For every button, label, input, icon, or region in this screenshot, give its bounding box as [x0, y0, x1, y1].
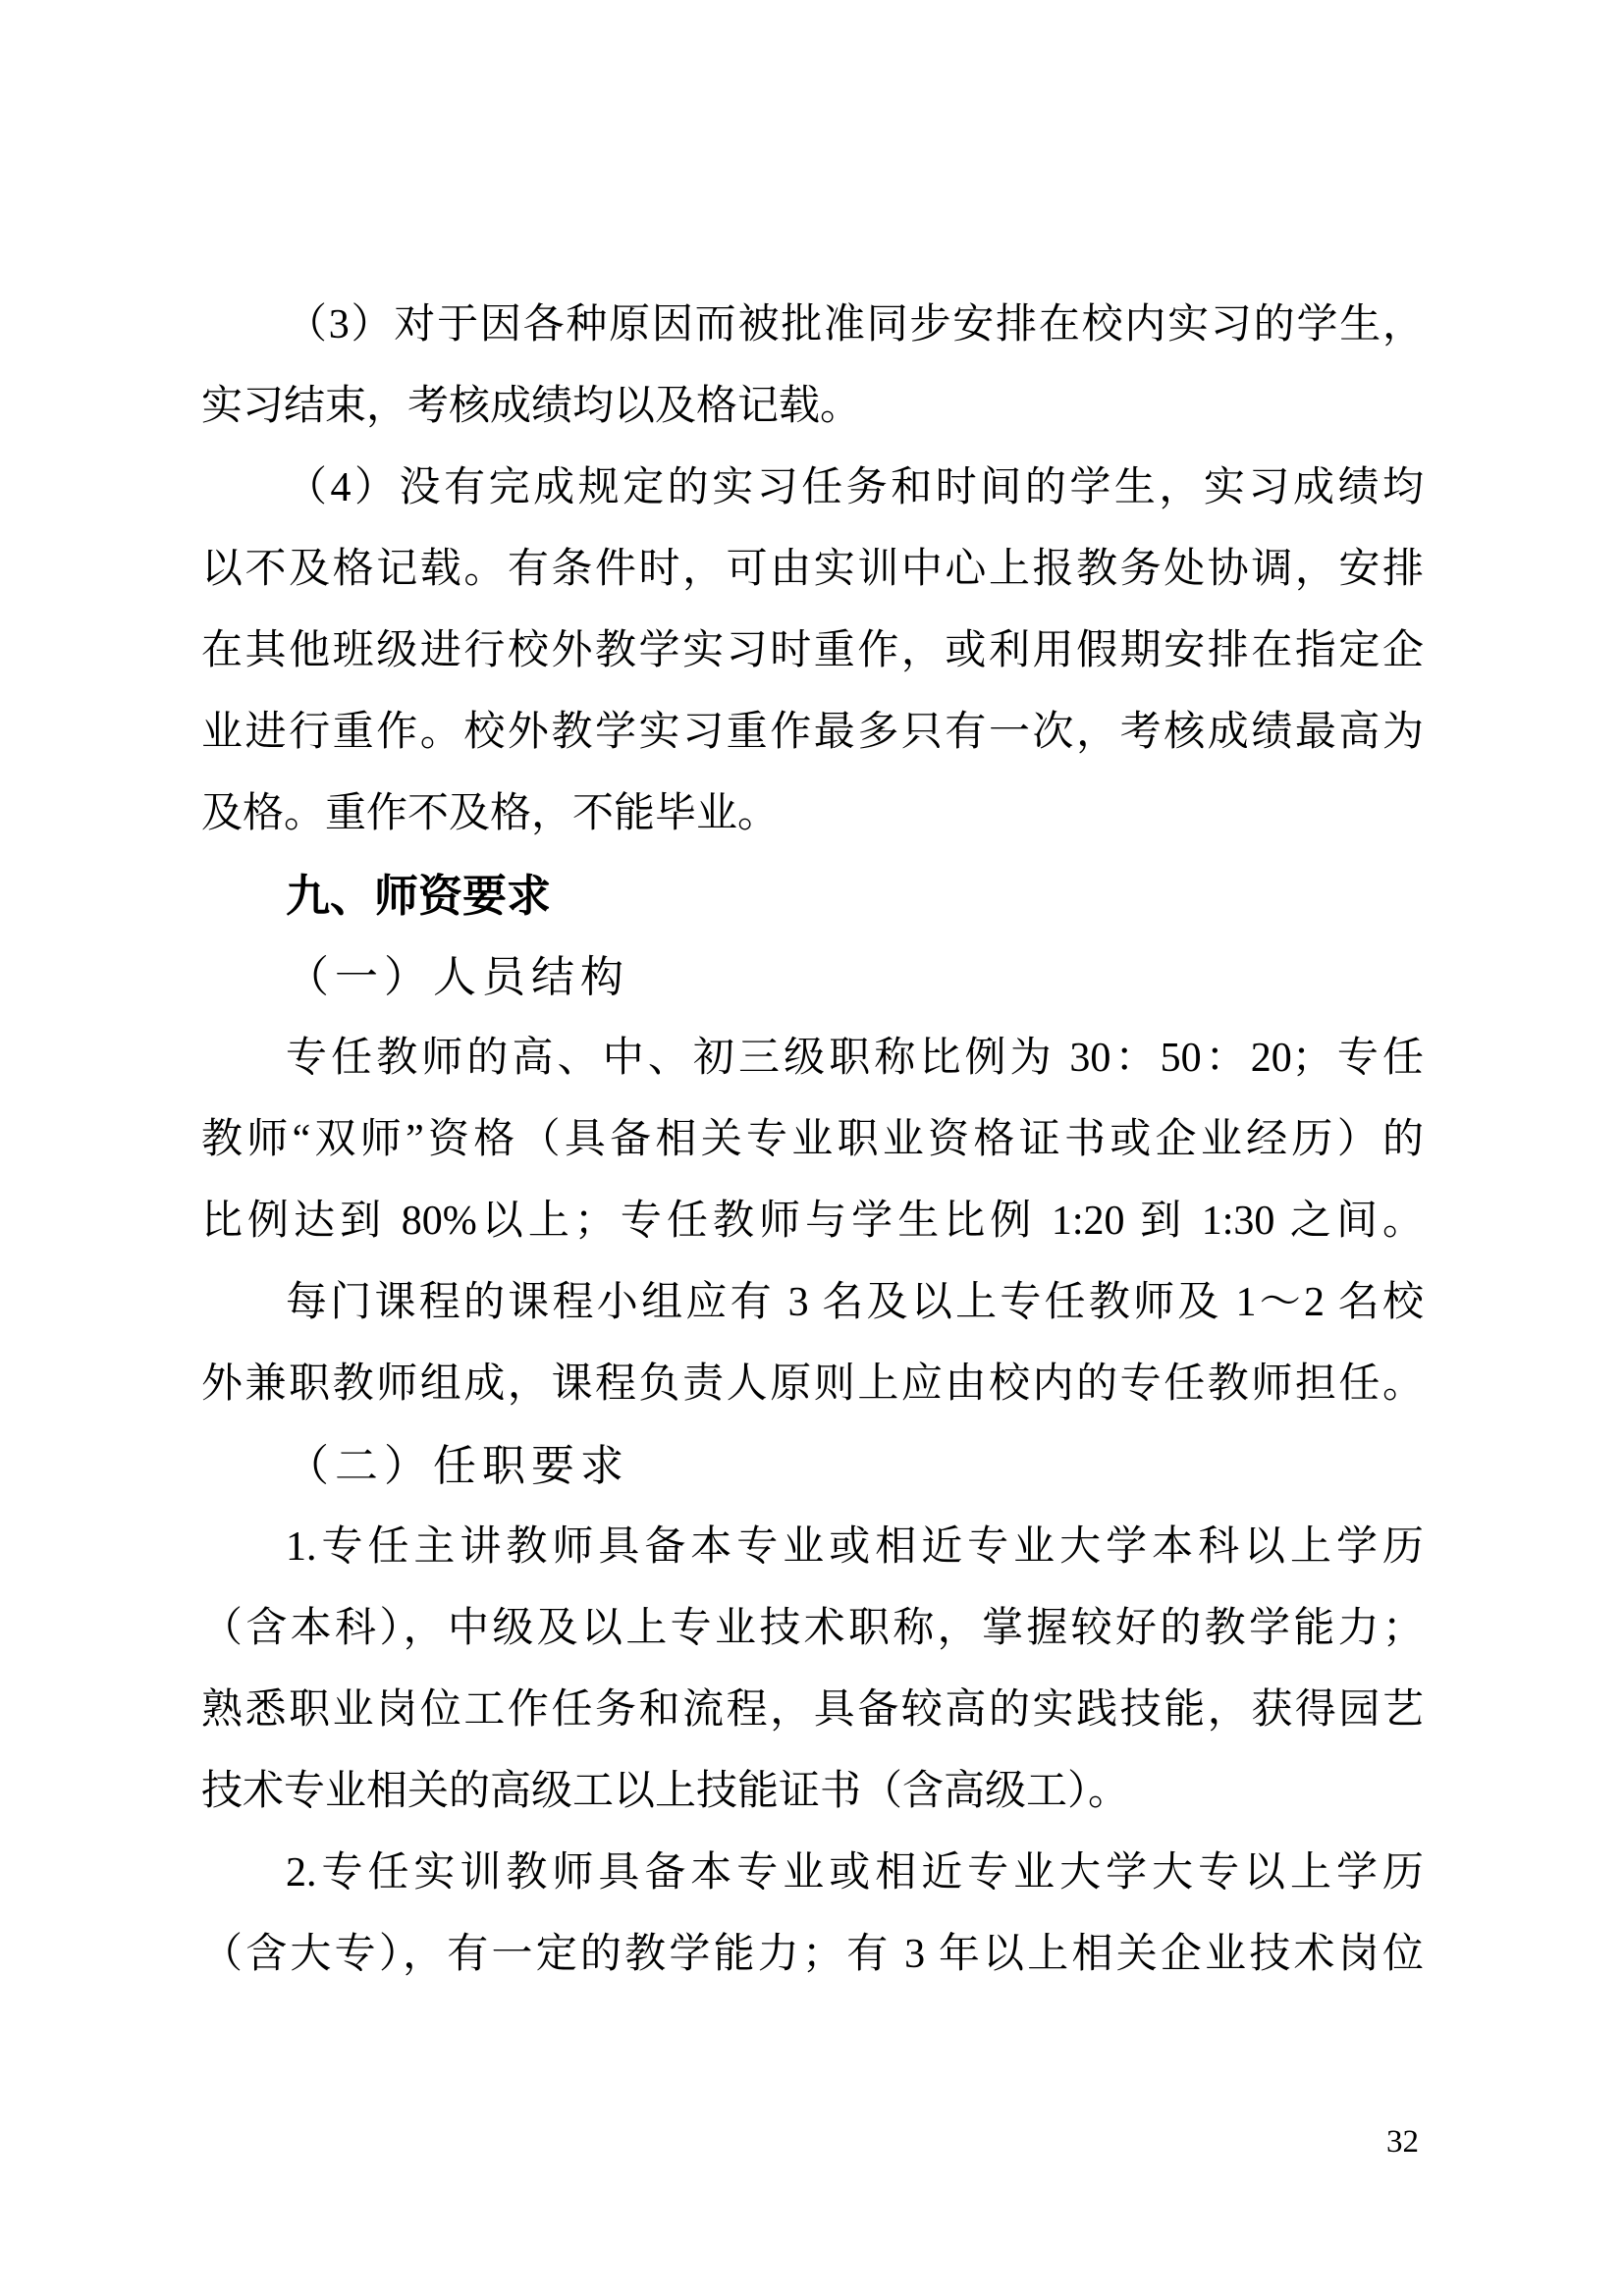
body-line: （含大专），有一定的教学能力；有 3 年以上相关企业技术岗位: [201, 1932, 1424, 1977]
body-line: 比例达到 80%以上；专任教师与学生比例 1:20 到 1:30 之间。: [201, 1199, 1424, 1244]
body-line: 专任教师的高、中、初三级职称比例为 30：50：20；专任: [286, 1036, 1424, 1081]
body-line: （4）没有完成规定的实习任务和时间的学生，实习成绩均: [286, 465, 1424, 510]
body-line: 熟悉职业岗位工作任务和流程，具备较高的实践技能，获得园艺: [201, 1687, 1424, 1733]
body-line: （3）对于因各种原因而被批准同步安排在校内实习的学生，: [286, 302, 1424, 347]
sub-heading: （二）任职要求: [286, 1442, 629, 1490]
body-line: 每门课程的课程小组应有 3 名及以上专任教师及 1～2 名校: [286, 1280, 1424, 1325]
body-line: 及格。重作不及格，不能毕业。: [201, 791, 780, 836]
body-line: 技术专业相关的高级工以上技能证书（含高级工）。: [201, 1769, 1130, 1814]
body-line: 1.专任主讲教师具备本专业或相近专业大学本科以上学历: [286, 1524, 1424, 1570]
page-number: 32: [1386, 2124, 1419, 2160]
body-line: 2.专任实训教师具备本专业或相近专业大学大专以上学历: [286, 1850, 1424, 1896]
sub-heading: （一）人员结构: [286, 953, 629, 1001]
body-line: 业进行重作。校外教学实习重作最多只有一次，考核成绩最高为: [201, 710, 1424, 755]
section-heading: 九、师资要求: [286, 871, 552, 921]
body-line: 教师“双师”资格（具备相关专业职业资格证书或企业经历）的: [201, 1117, 1424, 1162]
body-line: 在其他班级进行校外教学实习时重作，或利用假期安排在指定企: [201, 628, 1424, 673]
document-body: [201, 285, 1424, 1996]
body-line: 外兼职教师组成，课程负责人原则上应由校内的专任教师担任。: [201, 1362, 1424, 1407]
body-line: （含本科），中级及以上专业技术职称，掌握较好的教学能力；: [201, 1606, 1424, 1651]
body-line: 实习结束，考核成绩均以及格记载。: [201, 384, 862, 429]
body-line: 以不及格记载。有条件时，可由实训中心上报教务处协调，安排: [201, 547, 1424, 592]
